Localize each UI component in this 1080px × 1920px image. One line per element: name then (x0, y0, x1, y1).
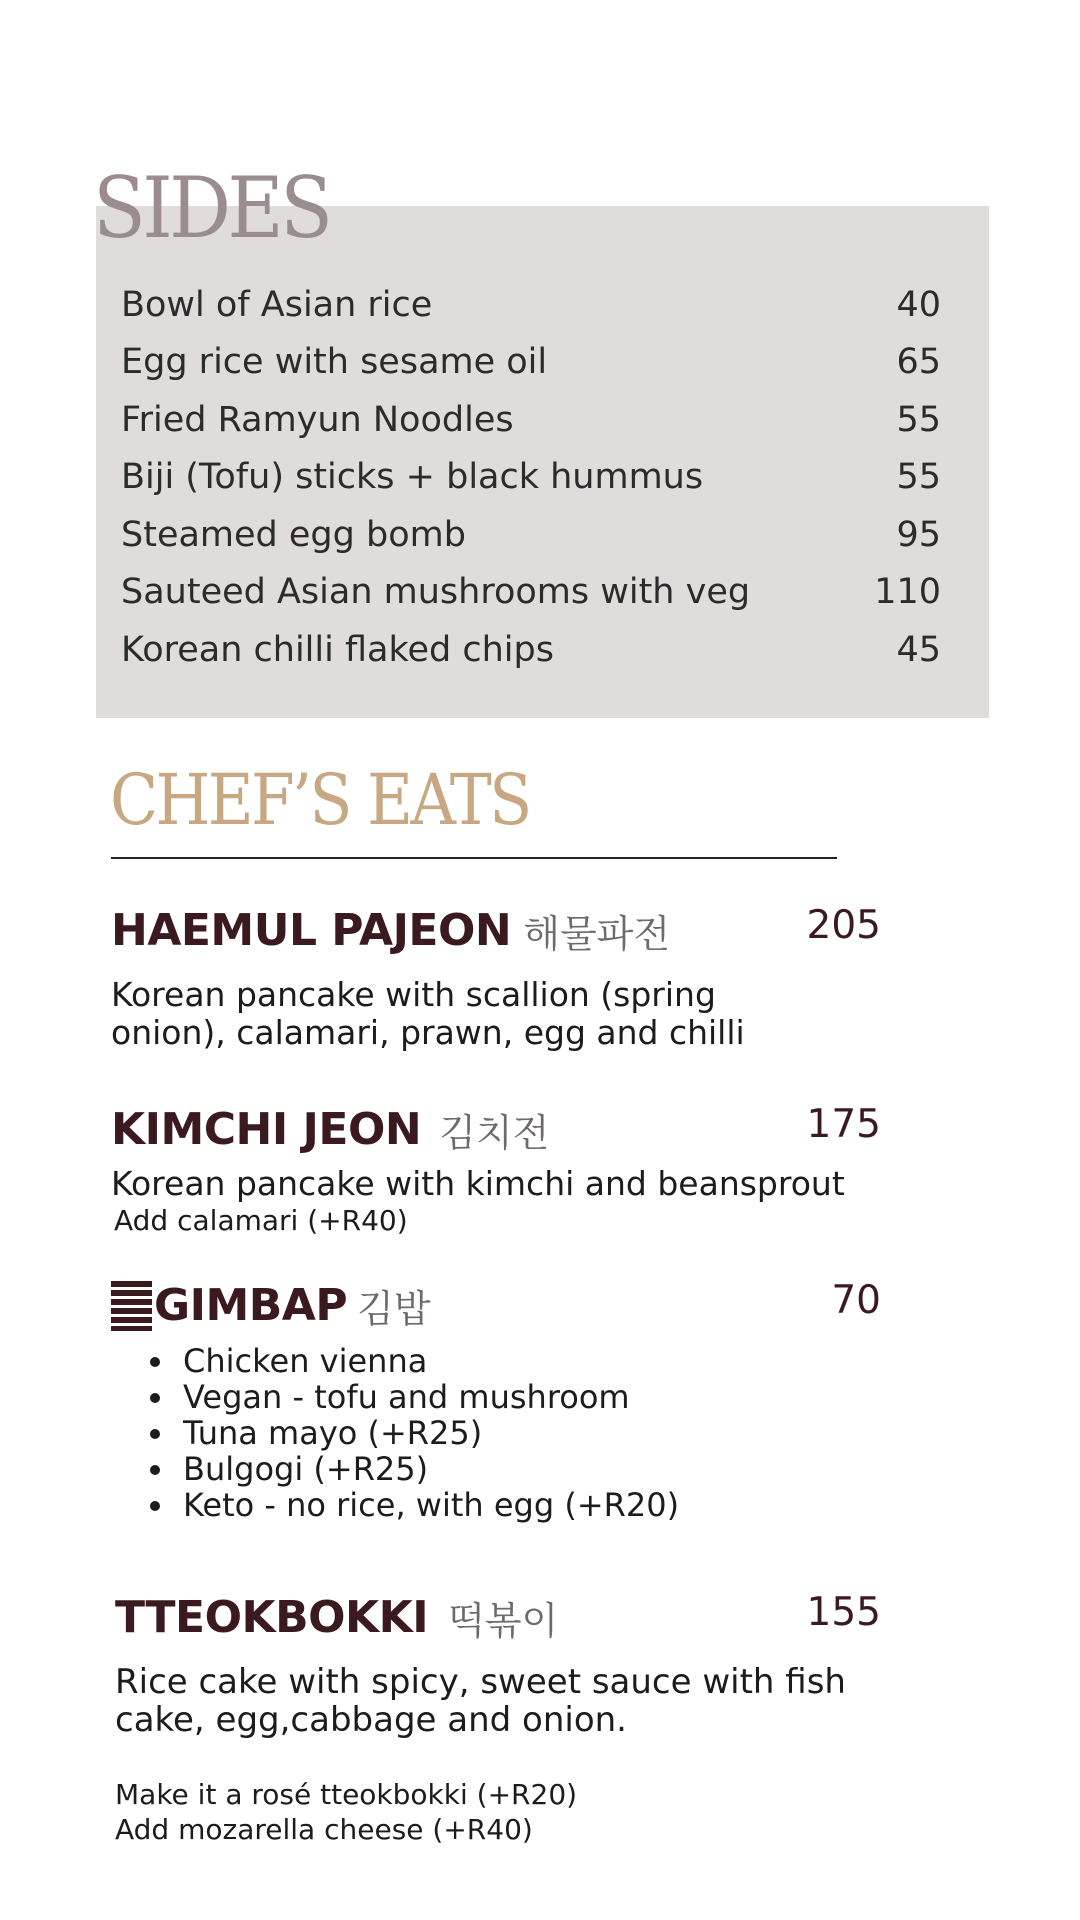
side-item-price: 95 (896, 514, 941, 555)
dish-description: Korean pancake with scallion (spring onion), calamari, prawn, egg and chilli (111, 975, 745, 1052)
side-item-name: Biji (Tofu) sticks + black hummus (121, 457, 704, 498)
dish-header (111, 1278, 881, 1333)
dish-note: Add mozarella cheese (+R40) (115, 1813, 533, 1846)
side-item (121, 506, 941, 564)
side-item (121, 621, 941, 679)
sides-list (121, 276, 941, 679)
side-item-name: Egg rice with sesame oil (121, 342, 548, 383)
dish-korean-name: 김치전 (439, 1111, 550, 1155)
side-item-price: 65 (896, 342, 941, 383)
side-item-name: Sauteed Asian mushrooms with veg (121, 572, 751, 613)
side-item-name: Fried Ramyun Noodles (121, 399, 514, 440)
side-item-price: 55 (896, 399, 941, 440)
dish-note: Make it a rosé tteokbokki (+R20) (115, 1778, 578, 1811)
dish-price: 155 (806, 1590, 881, 1635)
list-item: • Vegan - tofu and mushroom (177, 1379, 881, 1415)
side-item (121, 334, 941, 392)
dish-korean-name: 떡볶이 (448, 1599, 559, 1643)
chefs-eats-heading: CHEF’S EATS (110, 759, 530, 841)
dish-price: 205 (806, 903, 881, 948)
dish-note: Add calamari (+R40) (114, 1204, 408, 1237)
dish-header (111, 903, 881, 958)
dish-name: KIMCHI JEON (111, 1104, 422, 1155)
heading-divider (111, 857, 837, 859)
gimbap-icon (111, 1281, 152, 1331)
sides-heading: SIDES (93, 159, 330, 257)
list-item: • Keto - no rice, with egg (+R20) (177, 1487, 881, 1523)
side-item-price: 55 (896, 457, 941, 498)
side-item (121, 391, 941, 449)
dish-tteokbokki (115, 1590, 885, 1847)
dish-price: 70 (831, 1278, 881, 1323)
side-item-name: Steamed egg bomb (121, 514, 466, 555)
side-item-price: 40 (896, 284, 941, 325)
gimbap-options-list (111, 1343, 881, 1523)
list-item: • Bulgogi (+R25) (177, 1451, 881, 1487)
dish-korean-name: 해물파전 (523, 912, 671, 956)
side-item (121, 449, 941, 507)
dish-name: TTEOKBOKKI (115, 1592, 429, 1643)
dish-gimbap (111, 1278, 881, 1523)
side-item (121, 276, 941, 334)
list-item: • Tuna mayo (+R25) (177, 1415, 881, 1451)
side-item-name: Bowl of Asian rice (121, 284, 433, 325)
side-item (121, 564, 941, 622)
dish-korean-name: 김밥 (357, 1287, 431, 1331)
list-item: • Chicken vienna (177, 1343, 881, 1379)
dish-price: 175 (806, 1102, 881, 1147)
side-item-price: 45 (896, 629, 941, 670)
dish-name: GIMBAP (154, 1280, 348, 1331)
dish-name: HAEMUL PAJEON (111, 905, 512, 956)
side-item-price: 110 (874, 572, 941, 613)
dish-haemul-pajeon (111, 903, 881, 1052)
dish-description: Korean pancake with kimchi and beansprout (111, 1164, 845, 1203)
side-item-name: Korean chilli flaked chips (121, 629, 554, 670)
dish-kimchi-jeon (111, 1102, 881, 1238)
dish-header (115, 1590, 885, 1645)
dish-header (111, 1102, 881, 1157)
dish-description: Rice cake with spicy, sweet sauce with fish cake, egg,cabbage and onion. (115, 1662, 846, 1740)
